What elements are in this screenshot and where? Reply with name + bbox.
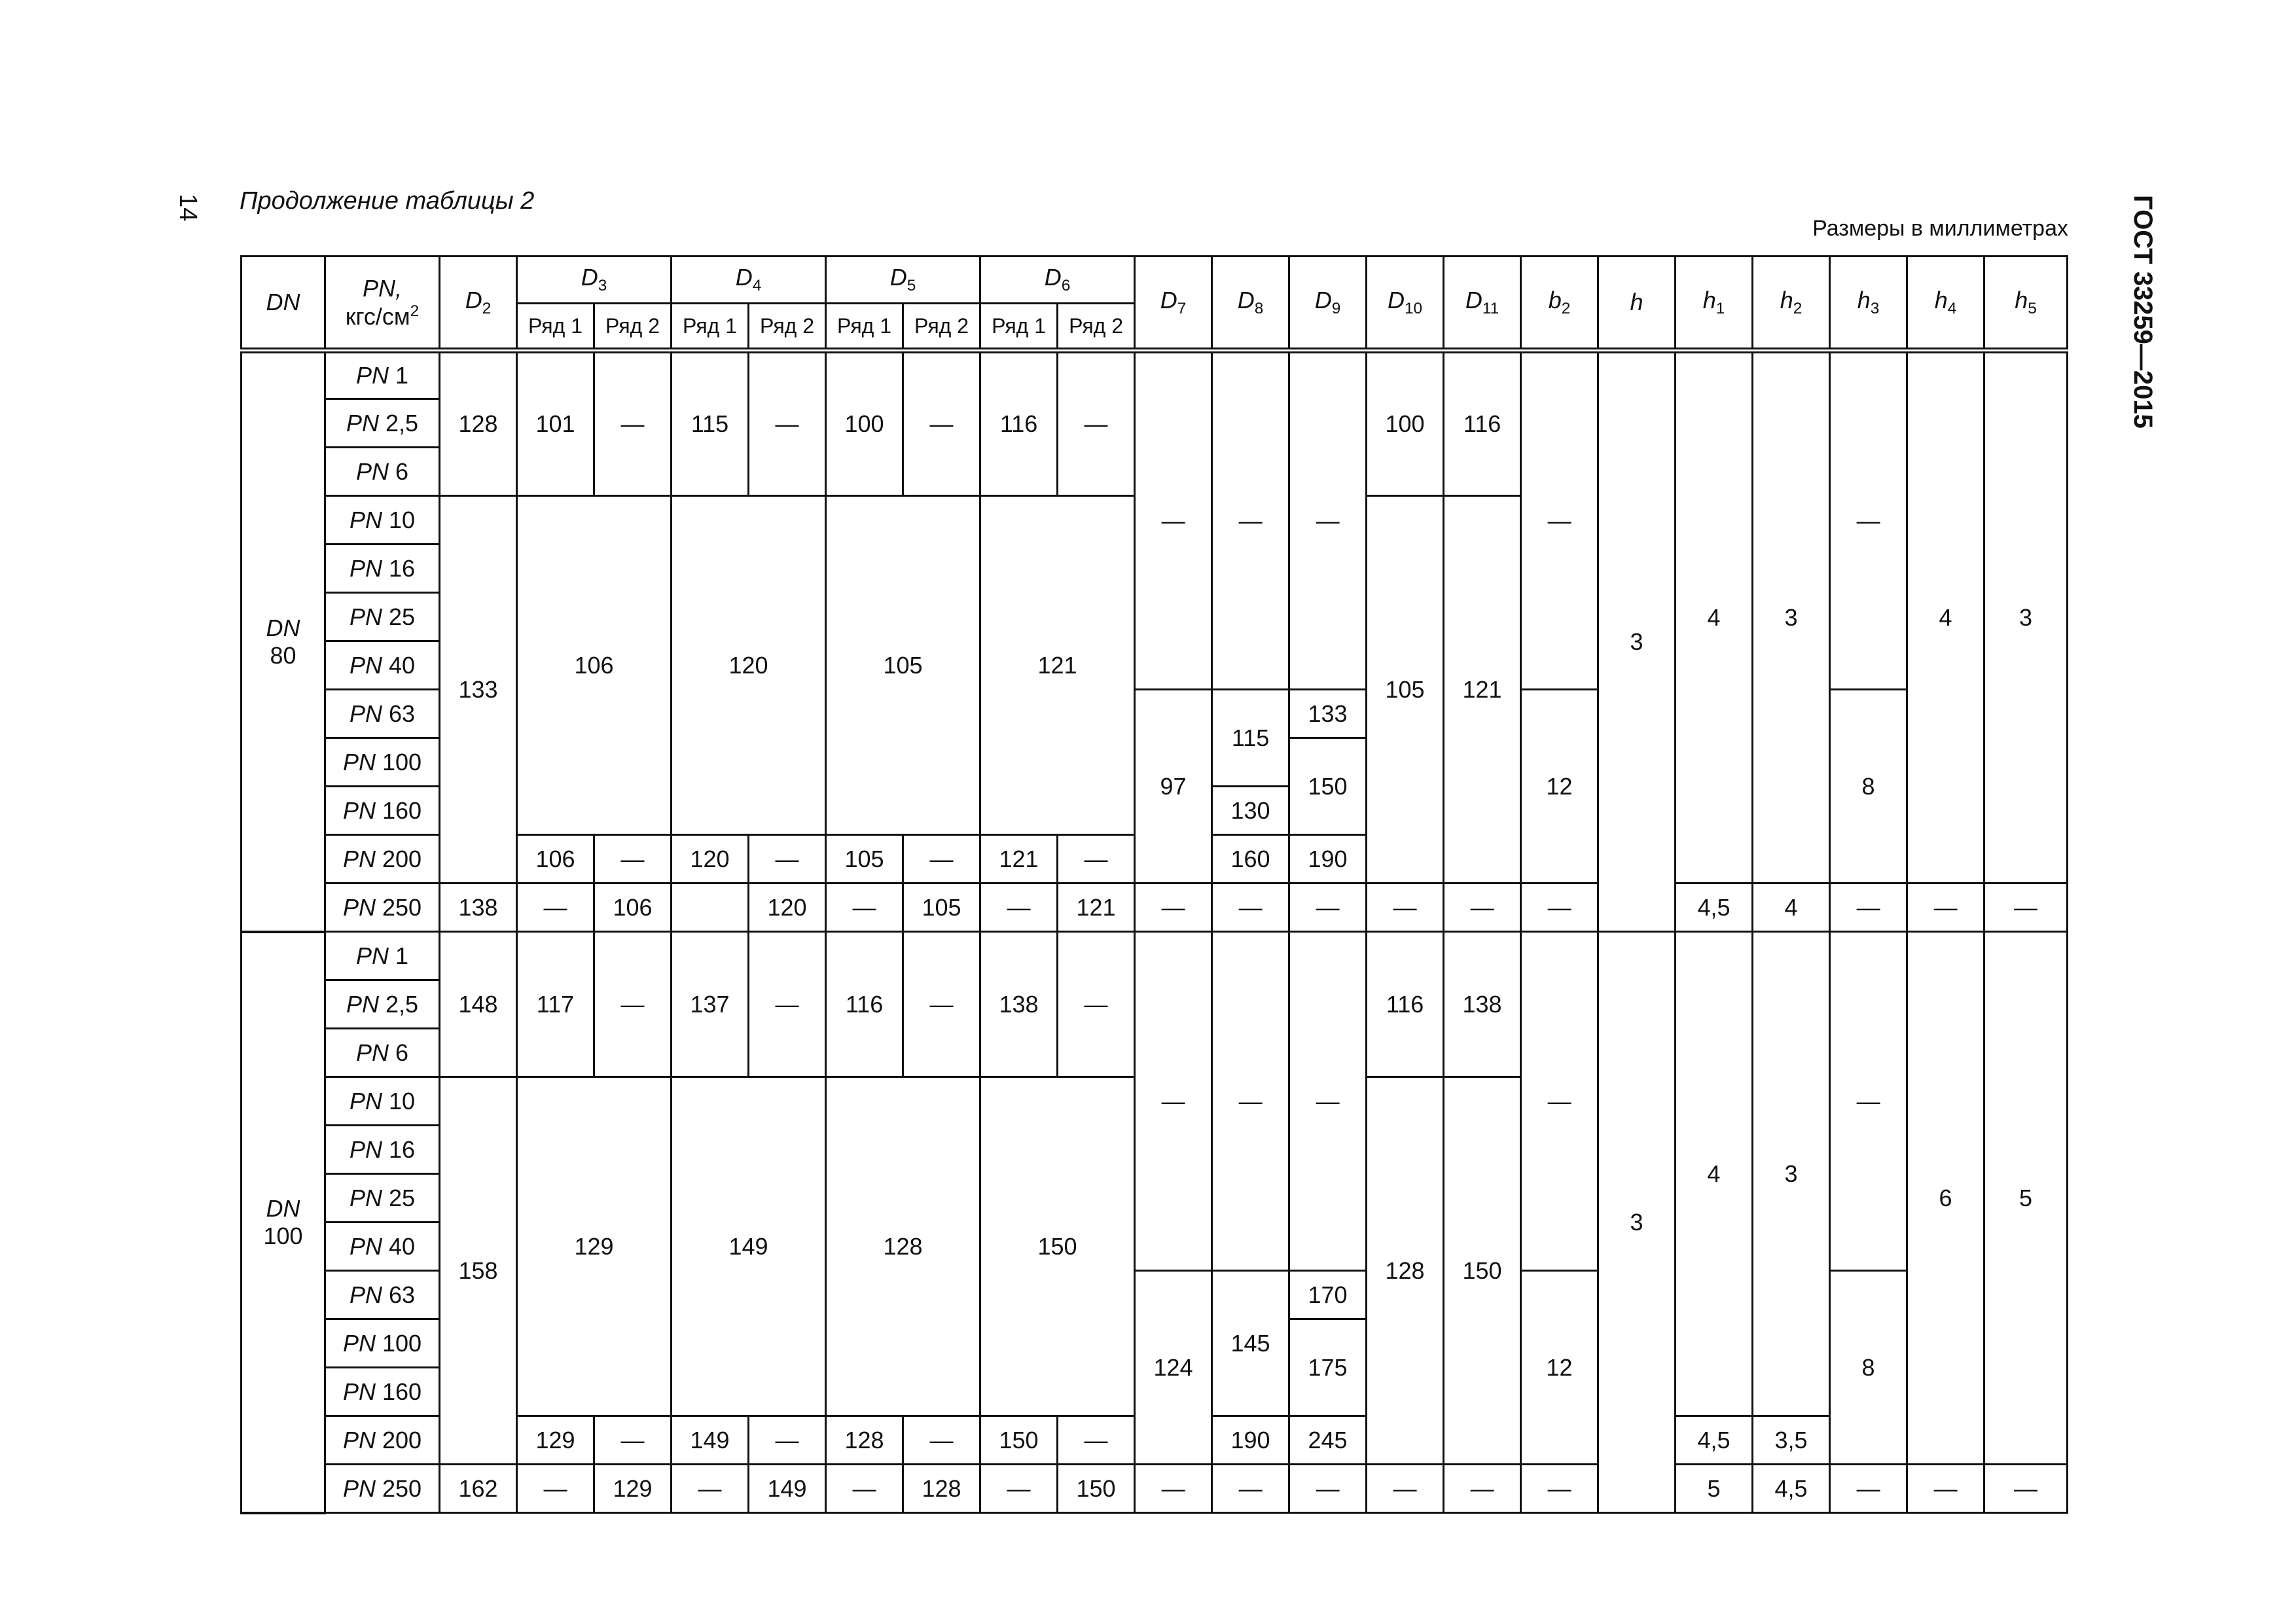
pn-value: 63 [388, 1281, 416, 1308]
pn250-D11: — [1444, 883, 1521, 932]
h5-cell: 3 [1984, 351, 2068, 883]
upper-D9: — [1289, 932, 1367, 1271]
header-D10: $D_{10}$ [1367, 257, 1444, 351]
pn250-h4: — [1907, 1465, 1984, 1513]
high-D9-a: 170 [1289, 1271, 1367, 1319]
high-b2: 12 [1521, 690, 1598, 883]
pn200-h2: 3,5 [1753, 1416, 1830, 1465]
pn250-D10: — [1367, 1465, 1444, 1513]
d2-cell: 128 [440, 351, 517, 496]
header-h: h [1598, 257, 1676, 351]
pn-prefix: PN [355, 942, 389, 969]
header-row1: Ряд 1 [672, 304, 749, 351]
pn250-h4: — [1907, 883, 1984, 932]
header-h1: $h_1$ [1676, 257, 1753, 351]
mid-D6: 121 [980, 496, 1135, 835]
pn250-D8: — [1212, 1465, 1289, 1513]
low-D5-row2: — [903, 351, 980, 496]
pn250-D3-row2: 106 [594, 883, 672, 932]
table-row [242, 932, 2068, 980]
high-h3: 8 [1830, 690, 1907, 883]
upper-D8: — [1212, 932, 1289, 1271]
pn-prefix: PN [349, 1135, 382, 1163]
pn200-D6-row1: 121 [980, 835, 1058, 883]
high-D8: 145 [1212, 1271, 1289, 1416]
pn250-D7: — [1135, 1465, 1212, 1513]
pn250-D9: — [1289, 1465, 1367, 1513]
pn250-D6-row1: — [980, 883, 1058, 932]
dn-value: 100 [263, 1222, 303, 1249]
units-note: Размеры в миллиметрах [1812, 216, 2068, 241]
pn-cell [325, 1416, 440, 1465]
header-h5: $h_5$ [1984, 257, 2068, 351]
pn-prefix: PN [342, 845, 376, 872]
pn-value: 40 [388, 1232, 416, 1260]
mid-D5: 105 [826, 496, 980, 835]
pn-value: 1 [395, 942, 409, 969]
header-D11: $D_{11}$ [1444, 257, 1521, 351]
pn-cell [325, 399, 440, 448]
pn-cell [325, 980, 440, 1029]
pn-value: 10 [388, 1087, 416, 1115]
pn250-h1: 5 [1676, 1465, 1753, 1513]
mid-D6: 150 [980, 1077, 1135, 1416]
low-D3-row1: 101 [517, 351, 594, 496]
pn250-D4-row2: 120 [749, 883, 826, 932]
pn250-b2: — [1521, 883, 1598, 932]
mid-D10: 105 [1367, 496, 1444, 883]
pn-cell [325, 1029, 440, 1077]
low-D10: 116 [1367, 932, 1444, 1077]
high-b2: 12 [1521, 1271, 1598, 1465]
mid-D3: 129 [517, 1077, 672, 1416]
pn250-D3-row1: — [517, 883, 594, 932]
pn-cell [325, 835, 440, 883]
low-D11: 116 [1444, 351, 1521, 496]
low-D11: 138 [1444, 932, 1521, 1077]
pn-cell [325, 496, 440, 544]
upper-D7: — [1135, 932, 1212, 1271]
upper-b2: — [1521, 351, 1598, 690]
pn200-D4-row1: 149 [672, 1416, 749, 1465]
pn250-D3-row2: 129 [594, 1465, 672, 1513]
pn-cell [325, 448, 440, 496]
low-D6-row1: 116 [980, 351, 1058, 496]
pn-cell [325, 1271, 440, 1319]
low-D4-row1: 137 [672, 932, 749, 1077]
header-row2: Ряд 2 [903, 304, 980, 351]
dn-label: DN [266, 615, 300, 642]
pn-value: 10 [388, 506, 416, 533]
header-h4: $h_4$ [1907, 257, 1984, 351]
low-D3-row1: 117 [517, 932, 594, 1077]
pn-value: 160 [382, 1378, 422, 1405]
pn-cell [325, 593, 440, 641]
page-number: 14 [174, 194, 202, 222]
pn-value: 25 [388, 603, 416, 630]
low-D3-row2: — [594, 932, 672, 1077]
pn250-h3: — [1830, 1465, 1907, 1513]
header-row2: Ряд 2 [749, 304, 826, 351]
pn-prefix: PN [349, 700, 382, 727]
pn-value: 1 [395, 362, 409, 389]
header-D9: $D_9$ [1289, 257, 1367, 351]
header-D5: $D_5$ [826, 257, 980, 304]
pn-cell [325, 641, 440, 690]
pn250-D11: — [1444, 1465, 1521, 1513]
pn-cell [325, 1222, 440, 1271]
header-D2: $D_2$ [440, 257, 517, 351]
header-D7: $D_7$ [1135, 257, 1212, 351]
header-row1: Ряд 1 [517, 304, 594, 351]
low-D6-row1: 138 [980, 932, 1058, 1077]
header-D4: $D_4$ [672, 257, 826, 304]
dn-label: DN [266, 1195, 300, 1222]
dn-cell [242, 932, 325, 1513]
header-D6: $D_6$ [980, 257, 1135, 304]
pn250-D5-row1: — [826, 883, 903, 932]
pn-value: 40 [388, 651, 416, 679]
mid-D4: 149 [672, 1077, 826, 1416]
high-D8: 115 [1212, 690, 1289, 787]
h1-cell: 4 [1676, 932, 1753, 1416]
pn250-D6-row1: — [980, 1465, 1058, 1513]
low-D5-row1: 100 [826, 351, 903, 496]
pn-value: 250 [382, 1474, 422, 1502]
high-h3: 8 [1830, 1271, 1907, 1465]
pn250-h2: 4,5 [1753, 1465, 1830, 1513]
upper-D8: — [1212, 351, 1289, 690]
pn-prefix: PN [349, 651, 382, 679]
low-D3-row2: — [594, 351, 672, 496]
pn-prefix: PN [349, 1087, 382, 1115]
h1-cell: 4 [1676, 351, 1753, 883]
pn-cell [325, 1174, 440, 1222]
pn250-h5: — [1984, 883, 2068, 932]
header-h2: $h_2$ [1753, 257, 1830, 351]
pn250-D4-row2: 149 [749, 1465, 826, 1513]
high-D9-b: 150 [1289, 738, 1367, 835]
pn250-b2: — [1521, 1465, 1598, 1513]
h2-cell: 3 [1753, 351, 1830, 883]
pn200-h1: 4,5 [1676, 1416, 1753, 1465]
dimensions-table [240, 255, 2068, 1514]
mid-D10: 128 [1367, 1077, 1444, 1465]
pn-prefix: PN [346, 990, 379, 1018]
pn-cell [325, 787, 440, 835]
pn-value: 2,5 [385, 990, 419, 1018]
header-D8: $D_8$ [1212, 257, 1289, 351]
h-cell: 3 [1598, 351, 1676, 932]
pn-prefix: PN [349, 506, 382, 533]
h4-cell: 6 [1907, 932, 1984, 1465]
table-row [242, 883, 2068, 932]
table-caption: Продолжение таблицы 2 [240, 187, 535, 215]
pn-prefix: PN [342, 893, 376, 921]
pn200-D5-row2: — [903, 835, 980, 883]
pn250-D10: — [1367, 883, 1444, 932]
low-D4-row1: 115 [672, 351, 749, 496]
pn-value: 200 [382, 845, 422, 872]
pn-prefix: PN [349, 603, 382, 630]
pn200-D3-row1: 129 [517, 1416, 594, 1465]
pn-prefix: PN [342, 1426, 376, 1454]
pn250-h1: 4,5 [1676, 883, 1753, 932]
pn-cell [325, 883, 440, 932]
pn-prefix: PN [342, 796, 376, 824]
pn-cell [325, 1465, 440, 1513]
h-cell: 3 [1598, 932, 1676, 1513]
pn250-D6-row2: 121 [1058, 883, 1135, 932]
low-D10: 100 [1367, 351, 1444, 496]
pn200-D8: 190 [1212, 1416, 1289, 1465]
pn250-h3: — [1830, 883, 1907, 932]
mid-D3: 106 [517, 496, 672, 835]
pn200-D6-row2: — [1058, 1416, 1135, 1465]
pn-cell [325, 1077, 440, 1126]
pn-value: 63 [388, 700, 416, 727]
pn250-h5: — [1984, 1465, 2068, 1513]
mid-D11: 121 [1444, 496, 1521, 883]
upper-D9: — [1289, 351, 1367, 690]
pn-prefix: PN [349, 1281, 382, 1308]
header-row1: Ряд 1 [980, 304, 1058, 351]
header-row1: Ряд 1 [826, 304, 903, 351]
pn250-D4-row1 [672, 883, 749, 932]
pn-value: 200 [382, 1426, 422, 1454]
pn200-D5-row1: 105 [826, 835, 903, 883]
pn-cell [325, 738, 440, 787]
high-D9-b: 175 [1289, 1319, 1367, 1416]
table-row [242, 1465, 2068, 1513]
pn250-D8: — [1212, 883, 1289, 932]
pn200-D6-row2: — [1058, 835, 1135, 883]
dn-value: 80 [270, 641, 296, 669]
header-dn: DN [242, 257, 325, 351]
upper-b2: — [1521, 932, 1598, 1271]
pn-value: 250 [382, 893, 422, 921]
header-h3: $h_3$ [1830, 257, 1907, 351]
pn250-D5-row2: 128 [903, 1465, 980, 1513]
pn-prefix: PN [349, 1232, 382, 1260]
pn200-D5-row2: — [903, 1416, 980, 1465]
pn250-D4-row1: — [672, 1465, 749, 1513]
pn200-D5-row1: 128 [826, 1416, 903, 1465]
pn200-D6-row1: 150 [980, 1416, 1058, 1465]
pn-prefix: PN [342, 748, 376, 776]
pn-value: 100 [382, 748, 422, 776]
pn-prefix: PN [355, 457, 389, 485]
table-body [242, 351, 2068, 1513]
h2-cell: 3 [1753, 932, 1830, 1416]
d2-cell: 133 [440, 496, 517, 883]
upper-D7: — [1135, 351, 1212, 690]
pn250-h2: 4 [1753, 883, 1830, 932]
header-row2: Ряд 2 [1058, 304, 1135, 351]
pn200-D3-row2: — [594, 835, 672, 883]
standard-code: ГОСТ 33259—2015 [2128, 195, 2157, 429]
pn250-D3-row1: — [517, 1465, 594, 1513]
pn250-D5-row2: 105 [903, 883, 980, 932]
pn-cell [325, 1126, 440, 1174]
pn-cell [325, 932, 440, 980]
d2-cell: 158 [440, 1077, 517, 1465]
pn250-D2: 138 [440, 883, 517, 932]
pn200-D9: 190 [1289, 835, 1367, 883]
header-D3: $D_3$ [517, 257, 672, 304]
pn250-D9: — [1289, 883, 1367, 932]
low-D4-row2: — [749, 932, 826, 1077]
pn250-D7: — [1135, 883, 1212, 932]
pn-prefix: PN [349, 554, 382, 582]
pn-cell [325, 544, 440, 593]
pn-cell [325, 1319, 440, 1368]
high-D9-a: 133 [1289, 690, 1367, 738]
header-b2: $b_2$ [1521, 257, 1598, 351]
pn-value: 16 [388, 1135, 416, 1163]
header-row2: Ряд 2 [594, 304, 672, 351]
low-D6-row2: — [1058, 351, 1135, 496]
pn200-D8: 160 [1212, 835, 1289, 883]
header-row [242, 257, 2068, 304]
h5-cell: 5 [1984, 932, 2068, 1465]
pn200-D3-row1: 106 [517, 835, 594, 883]
pn-prefix: PN [346, 409, 379, 437]
h4-cell: 4 [1907, 351, 1984, 883]
pn-cell [325, 690, 440, 738]
low-D6-row2: — [1058, 932, 1135, 1077]
pn-prefix: PN [342, 1474, 376, 1502]
pn-value: 100 [382, 1329, 422, 1357]
pn-value: 16 [388, 554, 416, 582]
low-D5-row1: 116 [826, 932, 903, 1077]
pn-value: 25 [388, 1184, 416, 1211]
pn250-D6-row2: 150 [1058, 1465, 1135, 1513]
pn-value: 6 [395, 457, 409, 485]
mid-D5: 128 [826, 1077, 980, 1416]
high-D8-b: 130 [1212, 787, 1289, 835]
low-D4-row2: — [749, 351, 826, 496]
pn-prefix: PN [342, 1329, 376, 1357]
d2-cell: 148 [440, 932, 517, 1077]
high-D7: 97 [1135, 690, 1212, 883]
upper-h3: — [1830, 932, 1907, 1271]
pn-value: 160 [382, 796, 422, 824]
pn-prefix: PN [355, 1039, 389, 1066]
pn-prefix: PN [342, 1378, 376, 1405]
dn-cell [242, 351, 325, 932]
low-D5-row2: — [903, 932, 980, 1077]
pn200-D3-row2: — [594, 1416, 672, 1465]
pn200-D4-row2: — [749, 835, 826, 883]
table-row [242, 351, 2068, 399]
header-pn: PN, кгс/$см^2$ [325, 257, 440, 351]
mid-D4: 120 [672, 496, 826, 835]
pn250-D2: 162 [440, 1465, 517, 1513]
pn-cell [325, 1368, 440, 1416]
pn-cell [325, 351, 440, 399]
pn-prefix: PN [349, 1184, 382, 1211]
pn-value: 6 [395, 1039, 409, 1066]
pn200-D4-row2: — [749, 1416, 826, 1465]
pn250-D5-row1: — [826, 1465, 903, 1513]
pn-prefix: PN [355, 362, 389, 389]
mid-D11: 150 [1444, 1077, 1521, 1465]
high-D7: 124 [1135, 1271, 1212, 1465]
pn200-D4-row1: 120 [672, 835, 749, 883]
pn-value: 2,5 [385, 409, 419, 437]
pn200-D9: 245 [1289, 1416, 1367, 1465]
upper-h3: — [1830, 351, 1907, 690]
